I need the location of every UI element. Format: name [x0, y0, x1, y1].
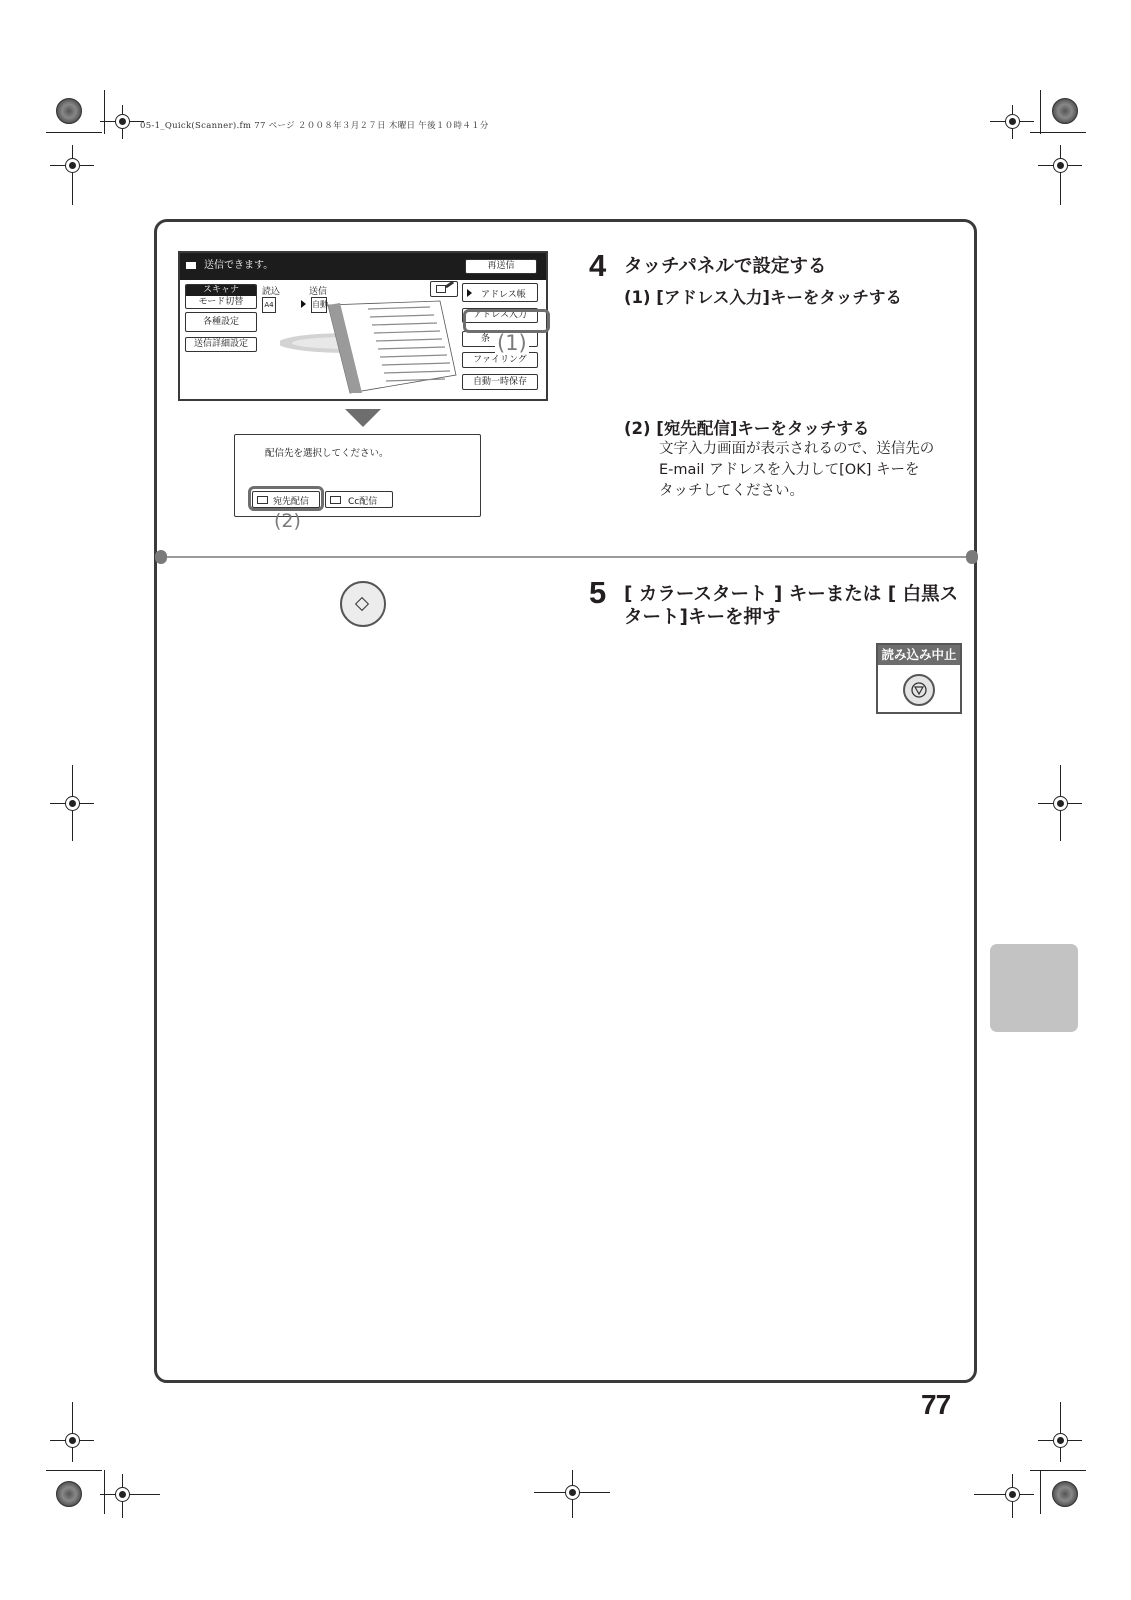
scanner-mode-label: スキャナ [186, 285, 256, 296]
registration-target-icon [1052, 1481, 1078, 1507]
divider-end-dot [155, 550, 167, 564]
condition-button-label: 条 [481, 334, 491, 344]
registration-cross-icon [974, 1474, 1034, 1518]
settings-button[interactable]: 各種設定 [185, 312, 257, 332]
address-input-highlight [463, 309, 550, 333]
step-4-sub2-body-line2: E-mail アドレスを入力して[OK] キーを [659, 462, 920, 478]
scanner-mode-button[interactable] [185, 284, 257, 309]
step-4-title: タッチパネルで設定する [624, 256, 827, 277]
auto-temp-save-button[interactable]: 自動一時保存 [462, 374, 538, 390]
mode-switch-label: モード切替 [198, 297, 244, 307]
registration-cross-icon [100, 1474, 160, 1518]
edit-icon[interactable] [430, 281, 458, 297]
step-5-title-line1: [ カラースタート ] キーまたは [ 白黒ス [624, 584, 959, 605]
step-5-number: 5 [589, 575, 607, 610]
address-book-button[interactable] [462, 283, 538, 302]
cc-delivery-button[interactable] [325, 491, 393, 508]
registration-cross-icon [990, 105, 1034, 139]
divider-end-dot [966, 550, 978, 564]
address-input-button[interactable]: アドレス入力 [462, 308, 538, 323]
screen-status-text: 送信できます。 [204, 260, 274, 271]
send-detail-settings-button[interactable]: 送信詳細設定 [185, 337, 257, 352]
step-4-sub2-body-line1: 文字入力画面が表示されるので、送信先の [659, 441, 935, 457]
step-4-sub2: (2) [宛先配信]キーをタッチする [624, 419, 870, 438]
registration-cross-icon [50, 1402, 94, 1462]
stop-key-label: 読み込み中止 [878, 645, 960, 665]
resend-button[interactable]: 再送信 [465, 259, 537, 274]
play-arrow-icon [467, 289, 472, 297]
scanning-illustration [280, 297, 460, 397]
cc-mail-icon [330, 496, 341, 504]
step-4-number: 4 [589, 248, 607, 283]
callout-1: (1) [497, 331, 527, 355]
stop-key-button [903, 674, 935, 706]
registration-cross-icon [534, 1470, 610, 1518]
registration-target-icon [56, 1481, 82, 1507]
chapter-side-tab [990, 944, 1078, 1032]
screen-status-bar [180, 253, 546, 280]
registration-cross-icon [1038, 765, 1082, 841]
paper-size-icon [262, 297, 276, 313]
registration-cross-icon [100, 105, 144, 139]
paper-size-label: A4 [264, 301, 274, 309]
stop-key-panel [876, 643, 962, 714]
registration-target-icon [56, 98, 82, 124]
registration-cross-icon [1038, 1402, 1082, 1462]
read-label: 読込 [262, 287, 281, 297]
address-book-label: アドレス帳 [481, 290, 526, 300]
scanner-status-icon [186, 262, 196, 269]
callout-2: (2) [274, 510, 301, 532]
step-4-sub2-body-line3: タッチしてください。 [659, 483, 804, 499]
filing-button[interactable]: ファイリング [462, 352, 538, 368]
step-5-title-line2: タート]キーを押す [624, 607, 781, 628]
to-delivery-label: 宛先配信 [273, 497, 310, 507]
registration-cross-icon [50, 765, 94, 841]
stop-icon [905, 676, 933, 704]
dialog-prompt: 配信先を選択してください。 [265, 448, 389, 459]
registration-cross-icon [50, 145, 94, 205]
down-arrow-icon [345, 409, 381, 427]
section-divider [160, 556, 971, 558]
step-4-sub1: (1) [アドレス入力]キーをタッチする [624, 288, 902, 307]
registration-cross-icon [1038, 145, 1082, 205]
send-label: 送信 [309, 287, 328, 297]
registration-target-icon [1052, 98, 1078, 124]
start-icon [355, 597, 369, 611]
start-key-button [340, 581, 386, 627]
cc-delivery-label: Cc配信 [348, 497, 378, 507]
to-delivery-highlight [248, 486, 324, 511]
file-info-header: 05-1_Quick(Scanner).fm 77 ページ ２００８年３月２７日 木曜日 午後１０時４１分 [140, 121, 489, 131]
auto-label: 自動 [312, 300, 328, 309]
page-number: 77 [921, 1389, 951, 1420]
